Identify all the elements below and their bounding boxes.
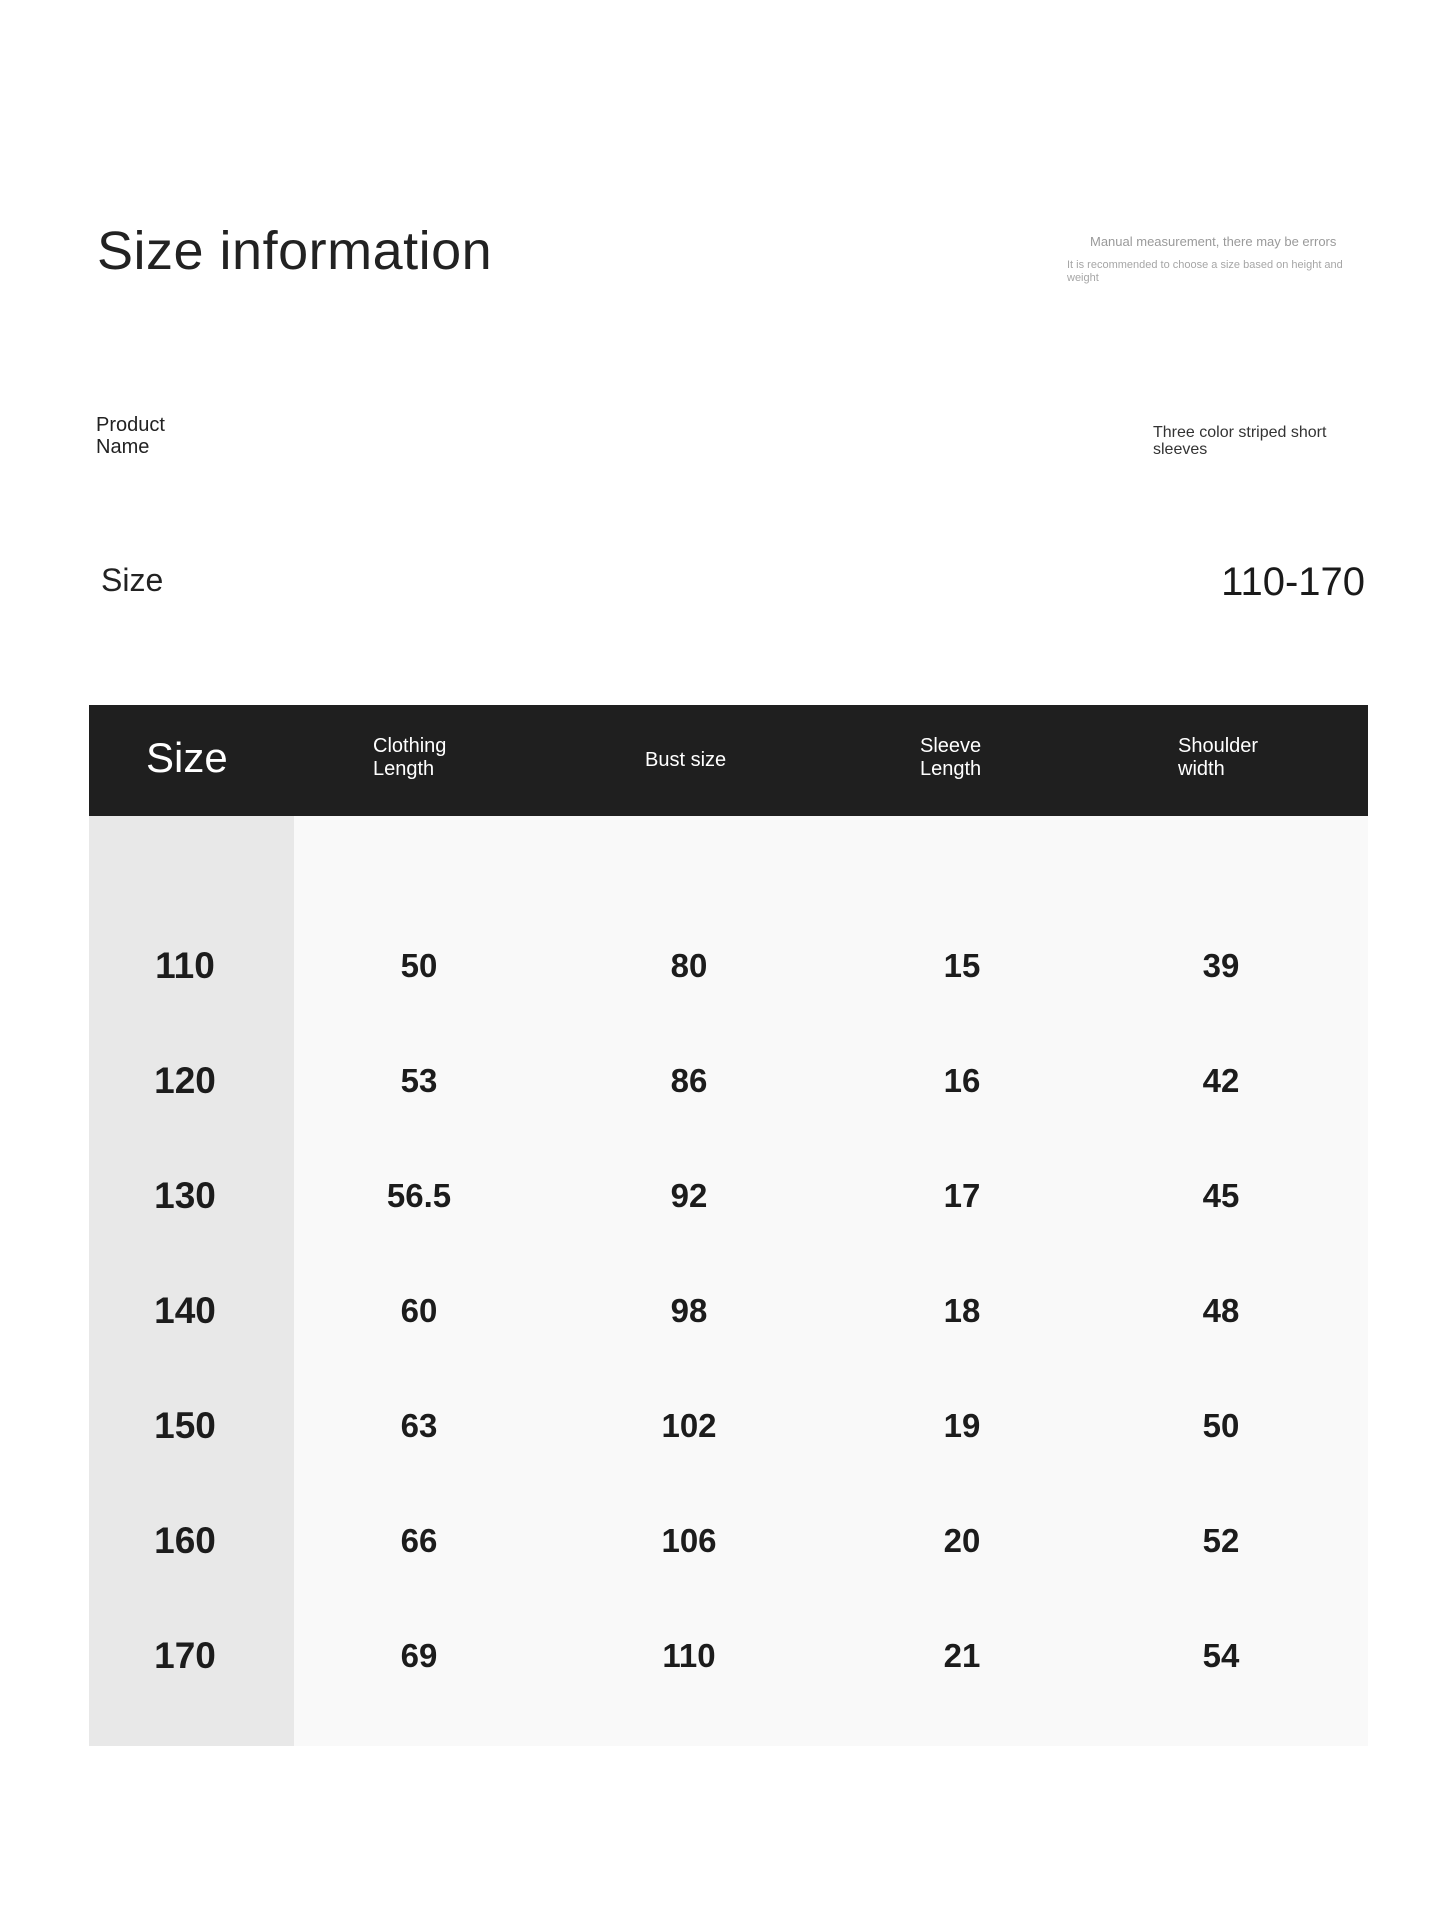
header-sleeve-length: Sleeve Length	[920, 735, 982, 780]
sleeve-length-cell: 16	[943, 1062, 981, 1099]
sleeve-length-cell: 21	[943, 1637, 981, 1674]
size-table-header	[89, 705, 1368, 816]
clothing-length-cell: 66	[400, 1522, 438, 1559]
size-cell: 140	[154, 1290, 216, 1331]
bust-size-cell: 98	[670, 1292, 708, 1329]
bust-size-cell: 86	[670, 1062, 708, 1099]
header-bust-size: Bust size	[645, 749, 727, 771]
bust-size-cell: 110	[662, 1637, 716, 1674]
sleeve-length-cell: 15	[943, 947, 981, 984]
clothing-length-cell: 50	[400, 947, 438, 984]
bust-size-cell: 102	[661, 1407, 717, 1444]
clothing-length-cell: 56.5	[386, 1177, 452, 1214]
size-cell: 110	[155, 945, 215, 986]
product-name-value: Three color striped short sleeves	[1153, 424, 1327, 458]
sleeve-length-cell: 17	[943, 1177, 981, 1214]
table-row	[89, 1281, 1368, 1341]
size-cell: 130	[154, 1175, 216, 1216]
shoulder-width-cell: 50	[1202, 1407, 1240, 1444]
page-title: Size information	[97, 221, 493, 281]
clothing-length-cell: 60	[400, 1292, 438, 1329]
size-table	[89, 705, 1368, 1746]
sleeve-length-cell: 19	[943, 1407, 981, 1444]
header-size: Size	[146, 734, 228, 781]
size-cell: 150	[154, 1405, 216, 1446]
measurement-note: Manual measurement, there may be errors	[1090, 234, 1337, 249]
table-row	[89, 1626, 1368, 1686]
clothing-length-cell: 69	[400, 1637, 438, 1674]
bust-size-cell: 106	[661, 1522, 717, 1559]
table-row	[89, 1396, 1368, 1456]
table-row	[89, 1511, 1368, 1571]
sleeve-length-cell: 20	[943, 1522, 981, 1559]
size-label: Size	[101, 562, 164, 598]
table-row	[89, 936, 1368, 996]
size-range-value: 110-170	[1221, 560, 1365, 604]
shoulder-width-cell: 42	[1202, 1062, 1240, 1099]
size-cell: 120	[154, 1060, 216, 1101]
table-row	[89, 1166, 1368, 1226]
clothing-length-cell: 63	[400, 1407, 438, 1444]
shoulder-width-cell: 54	[1202, 1637, 1240, 1674]
shoulder-width-cell: 45	[1202, 1177, 1240, 1214]
shoulder-width-cell: 48	[1202, 1292, 1240, 1329]
bust-size-cell: 92	[670, 1177, 708, 1214]
product-name-label: Product Name	[96, 414, 165, 458]
table-row	[89, 1051, 1368, 1111]
header-shoulder-width: Shoulder width	[1178, 735, 1259, 780]
header-clothing-length: Clothing Length	[373, 735, 447, 780]
recommendation-note: It is recommended to choose a size based on height and weight	[1067, 259, 1343, 284]
size-cell: 160	[154, 1520, 216, 1561]
clothing-length-cell: 53	[400, 1062, 438, 1099]
shoulder-width-cell: 52	[1202, 1522, 1240, 1559]
bust-size-cell: 80	[670, 947, 708, 984]
size-table-body	[89, 816, 1368, 1746]
sleeve-length-cell: 18	[943, 1292, 981, 1329]
shoulder-width-cell: 39	[1202, 947, 1240, 984]
size-cell: 170	[154, 1635, 216, 1676]
